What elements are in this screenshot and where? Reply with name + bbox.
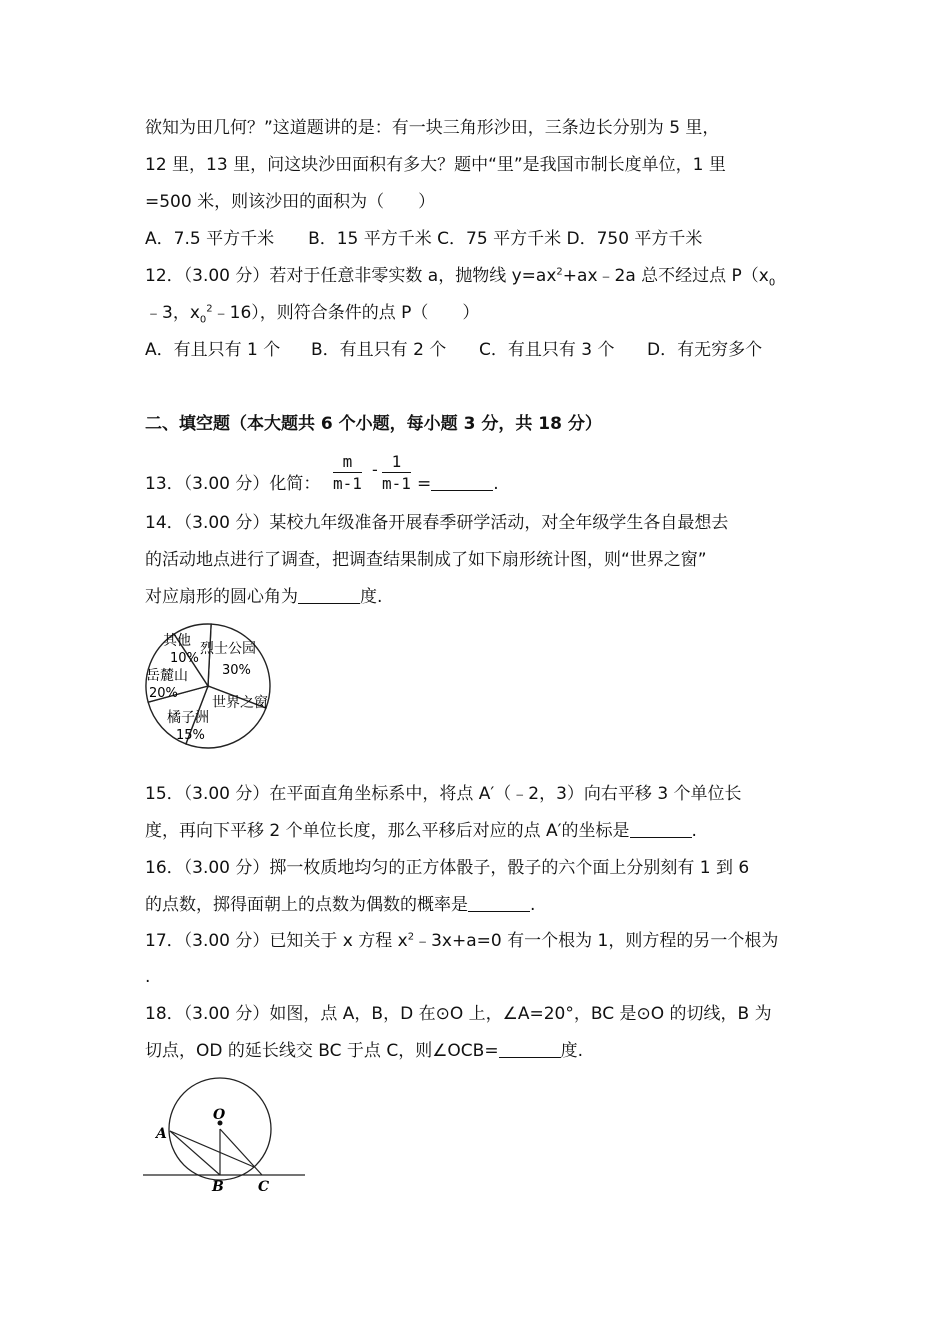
q15-answer-blank (630, 821, 692, 838)
label-b: B (212, 1179, 224, 1195)
q13-prefix: 13．（3.00 分）化简： (145, 474, 321, 494)
q16-line1: 16．（3.00 分）掷一枚质地均匀的正方体骰子，骰子的六个面上分别刻有 1 到 6 (145, 858, 750, 878)
segment-oc (220, 1129, 262, 1175)
q16-line2 (145, 893, 535, 917)
pie-label-qita: 其他 (163, 633, 191, 649)
q12-line2 (145, 301, 479, 325)
label-c: C (258, 1179, 270, 1195)
q14-line3 (145, 585, 382, 609)
q12-options (145, 338, 762, 362)
q13-fraction-1 (333, 452, 362, 495)
q12-line2-a: ﹣3，x (145, 303, 200, 323)
q14-line3-b: 度. (360, 587, 383, 607)
pie-label-yuelu: 岳麓山 (146, 668, 188, 684)
q12-option-a: A．有且只有 1 个 (145, 340, 281, 360)
q15-line1: 15．（3.00 分）在平面直角坐标系中，将点 A′（﹣2，3）向右平移 3 个单位长 (145, 784, 742, 804)
q11-line1: 欲知为田几何？”这道题讲的是：有一块三角形沙田，三条边长分别为 5 里， (145, 118, 720, 138)
q13-frac2-denominator: m-1 (382, 474, 411, 493)
q13-frac1-numerator: m (333, 452, 362, 473)
q17-line1-b: ﹣3x+a=0 有一个根为 1，则方程的另一个根为 (414, 931, 779, 951)
q15-line2-a: 度，再向下平移 2 个单位长度，那么平移后对应的点 A′的坐标是 (145, 821, 630, 841)
q12-line2-sub: 0 (199, 314, 207, 326)
q11-line3: =500 米，则该沙田的面积为（ ） (145, 192, 436, 212)
q18-answer-blank (499, 1041, 561, 1058)
q15-line2-b: . (691, 821, 697, 841)
q16-answer-blank (468, 895, 530, 912)
q12-line1-a: 12．（3.00 分）若对于任意非零实数 a，抛物线 y=ax (145, 266, 557, 286)
q17-line1-a: 17．（3.00 分）已知关于 x 方程 x (145, 931, 408, 951)
label-o: O (213, 1107, 226, 1123)
pie-label-lieshi: 烈士公园 (200, 641, 256, 657)
q17-line1-sup: 2 (407, 931, 415, 943)
q14-line1: 14．（3.00 分）某校九年级准备开展春季研学活动，对全年级学生各自最想去 (145, 513, 729, 533)
pie-percent-juzi: 15% (176, 728, 205, 743)
section2-heading: 二、填空题（本大题共 6 个小题，每小题 3 分，共 18 分） (145, 414, 602, 434)
q14-line2: 的活动地点进行了调查，把调查结果制成了如下扇形统计图，则“世界之窗” (145, 550, 707, 570)
segment-ab (170, 1131, 220, 1175)
q11-options: A．7.5 平方千米 B．15 平方千米 C．75 平方千米 D．750 平方千米 (145, 229, 703, 249)
q12-line1-b: +ax﹣2a 总不经过点 P（x (562, 266, 769, 286)
q17-line2: . (145, 967, 151, 987)
segment-ad (170, 1131, 254, 1167)
q16-line2-b: . (530, 895, 536, 915)
q13-frac2-numerator: 1 (382, 452, 411, 473)
geometry-figure (140, 1075, 310, 1200)
q13-minus: - (372, 460, 378, 479)
q13-frac1-denominator: m-1 (333, 474, 362, 493)
q11-line2: 12 里，13 里，问这块沙田面积有多大？题中“里”是我国市制长度单位，1 里 (145, 155, 726, 175)
q12-option-c: C．有且只有 3 个 (479, 340, 615, 360)
q12-line2-sup: 2 (206, 303, 213, 315)
q15-line2 (145, 819, 697, 843)
q13-end: . (493, 474, 499, 494)
pie-label-shijie: 世界之窗 (212, 695, 268, 711)
q14-answer-blank (298, 587, 360, 604)
q13-equals: = (417, 474, 432, 494)
q12-line1 (145, 264, 775, 288)
label-a: A (156, 1126, 167, 1142)
q13-answer-blank (431, 474, 493, 491)
q16-line2-a: 的点数，掷得面朝上的点数为偶数的概率是 (145, 895, 468, 915)
q18-line2 (145, 1039, 583, 1063)
q12-line1-sub: 0 (768, 277, 776, 289)
pie-chart (140, 622, 290, 757)
q18-line2-a: 切点，OD 的延长线交 BC 于点 C，则∠OCB= (145, 1041, 499, 1061)
q18-line2-b: 度. (560, 1041, 583, 1061)
q13-fraction-2 (382, 452, 411, 495)
pie-percent-qita: 10% (170, 651, 199, 666)
pie-percent-lieshi: 30% (222, 663, 251, 678)
pie-label-juzi: 橘子洲 (167, 710, 209, 726)
q13-answer (417, 472, 499, 496)
q17-line1 (145, 929, 778, 953)
q14-line3-a: 对应扇形的圆心角为 (145, 587, 298, 607)
pie-percent-yuelu: 20% (149, 686, 178, 701)
q12-line1-sup: 2 (556, 266, 563, 278)
q12-option-b: B．有且只有 2 个 (311, 340, 447, 360)
q12-option-d: D．有无穷多个 (647, 340, 763, 360)
q12-line2-b: ﹣16），则符合条件的点 P（ ） (212, 303, 480, 323)
q18-line1: 18．（3.00 分）如图，点 A，B，D 在⊙O 上，∠A=20°，BC 是⊙O 的切线，B 为 (145, 1004, 772, 1024)
